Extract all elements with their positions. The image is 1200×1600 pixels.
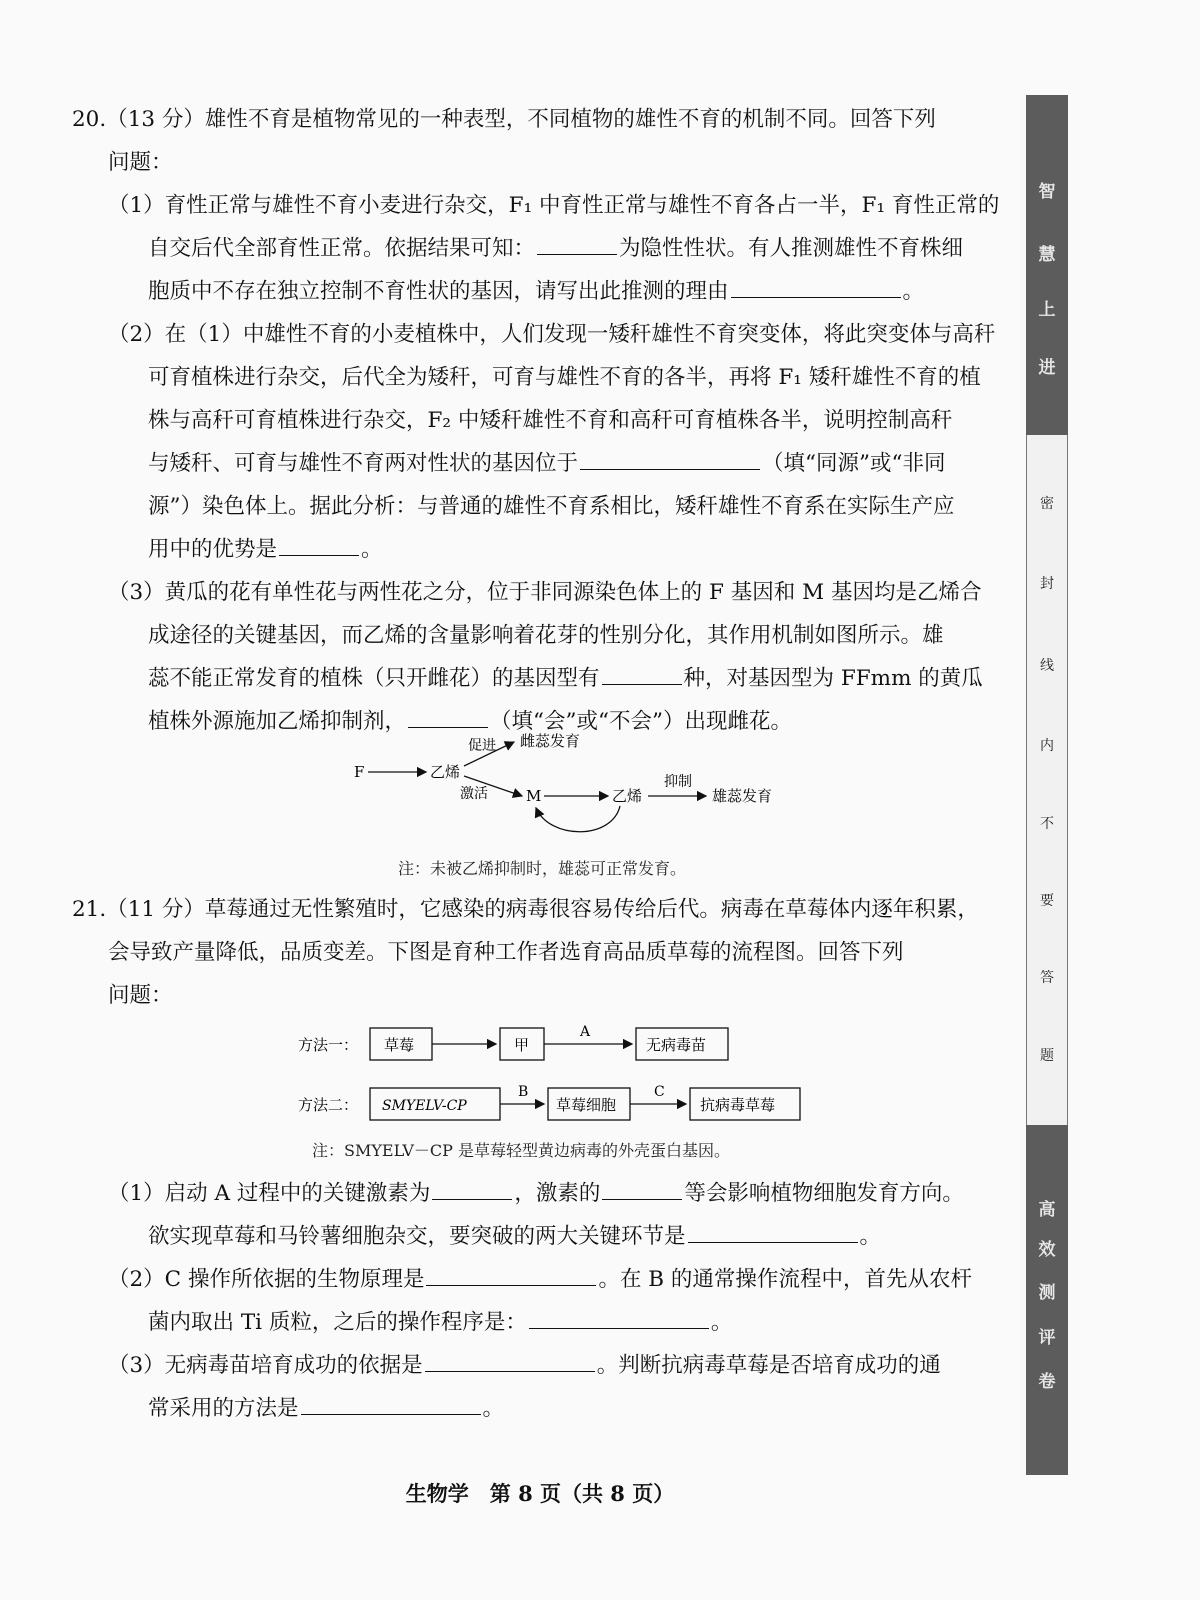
q20-part2-line1: （2）在（1）中雄性不育的小麦植株中，人们发现一矮秆雄性不育突变体，将此突变体与高秆 <box>108 322 996 347</box>
feedback-arc <box>536 806 620 832</box>
answer-blank[interactable] <box>426 1261 596 1286</box>
box-resistant-text: 抗病毒草莓 <box>700 1096 776 1114</box>
male-development-label: 雄蕊发育 <box>712 787 773 805</box>
answer-blank[interactable] <box>425 1347 595 1372</box>
arrow-c-label: C <box>654 1084 665 1100</box>
box-strawberry-cell-text: 草莓细胞 <box>556 1096 617 1114</box>
strip-char: 答 <box>1040 970 1054 986</box>
q20-part3-line4: 植株外源施加乙烯抑制剂， （填“会”或“不会”）出现雌花。 <box>72 700 1017 743</box>
q20-part3-line3: 蕊不能正常发育的植株（只开雌花）的基因型有 种，对基因型为 FFmm 的黄瓜 <box>72 657 1017 700</box>
answer-blank[interactable] <box>301 1390 481 1415</box>
box-jia-text: 甲 <box>514 1036 530 1054</box>
strip-char: 进 <box>1038 358 1056 378</box>
strip-char: 智 <box>1038 182 1056 202</box>
answer-blank[interactable] <box>602 660 682 685</box>
page-footer: 生物学 第 8 页（共 8 页） <box>405 1481 675 1506</box>
strip-char: 高 <box>1038 1200 1056 1220</box>
q21-part2-line2: 菌内取出 Ti 质粒，之后的操作程序是： 。 <box>72 1301 1017 1344</box>
answer-blank[interactable] <box>408 703 488 728</box>
ethylene-label-2: 乙烯 <box>612 787 643 805</box>
question-21 <box>72 888 1017 1017</box>
answer-blank[interactable] <box>529 1304 709 1329</box>
inhibit-label: 抑制 <box>664 774 692 790</box>
strip-char: 评 <box>1038 1328 1056 1348</box>
q20-part1-line2: 自交后代全部育性正常。依据结果可知： 为隐性性状。有人推测雄性不育株细 <box>72 227 1017 270</box>
diagram-note: 注：未被乙烯抑制时，雄蕊可正常发育。 <box>398 859 687 878</box>
box-smyelv-text: SMYELV-CP <box>382 1098 467 1114</box>
q21-part1-line2: 欲实现草莓和马铃薯细胞杂交，要突破的两大关键环节是 。 <box>72 1215 1017 1258</box>
question-20 <box>72 98 1017 743</box>
box-strawberry-text: 草莓 <box>384 1036 415 1054</box>
q20-intro-line1: 20.（13 分）雄性不育是植物常见的一种表型，不同植物的雄性不育的机制不同。回答下列 <box>72 107 936 132</box>
q20-part3-line1: （3）黄瓜的花有单性花与两性花之分，位于非同源染色体上的 F 基因和 M 基因均是乙烯合 <box>108 580 982 605</box>
strip-top-segment <box>1026 95 1068 435</box>
activate-label: 激活 <box>460 786 488 802</box>
strip-char: 测 <box>1038 1283 1056 1303</box>
gene-f-label: F <box>354 763 365 781</box>
answer-blank[interactable] <box>537 230 617 255</box>
strip-char: 题 <box>1040 1048 1054 1064</box>
answer-blank[interactable] <box>731 273 901 298</box>
strip-char: 上 <box>1038 300 1056 320</box>
answer-blank[interactable] <box>279 531 359 556</box>
box-virus-free-text: 无病毒苗 <box>646 1036 707 1054</box>
q20-part2-line2: 可育植株进行杂交，后代全为矮秆，可育与雄性不育的各半，再将 F₁ 矮秆雄性不育的植 <box>148 365 981 390</box>
strip-char: 线 <box>1040 658 1054 674</box>
q20-part2-line4: 与矮秆、可育与雄性不育两对性状的基因位于 （填“同源”或“非同 <box>72 442 1017 485</box>
q21-part1-line1: （1）启动 A 过程中的关键激素为 ，激素的 等会影响植物细胞发育方向。 <box>72 1172 1017 1215</box>
strip-char: 要 <box>1040 893 1054 909</box>
strip-char: 慧 <box>1038 245 1056 265</box>
female-development-label: 雌蕊发育 <box>520 732 581 750</box>
strip-char: 不 <box>1040 816 1054 832</box>
breeding-flowchart <box>296 1018 816 1130</box>
q20-part2-line6: 用中的优势是 。 <box>72 528 1017 571</box>
q20-part3-line2: 成途径的关键基因，而乙烯的含量影响着花芽的性别分化，其作用机制如图所示。雄 <box>148 623 944 648</box>
answer-blank[interactable] <box>602 1175 682 1200</box>
q20-part2-line3: 株与高秆可育植株进行杂交，F₂ 中矮秆雄性不育和高秆可育植株各半，说明控制高秆 <box>148 408 953 433</box>
ethylene-label-1: 乙烯 <box>430 763 461 781</box>
q21-part3-line2: 常采用的方法是 。 <box>72 1387 1017 1430</box>
strip-char: 密 <box>1040 496 1054 512</box>
answer-blank[interactable] <box>688 1218 858 1243</box>
ethylene-mechanism-diagram <box>350 728 800 840</box>
q21-intro-line2: 会导致产量降低，品质变差。下图是育种工作者选育高品质草莓的流程图。回答下列 <box>108 940 904 965</box>
strip-char: 卷 <box>1038 1372 1056 1392</box>
q20-part1-line3: 胞质中不存在独立控制不育性状的基因，请写出此推测的理由 。 <box>72 270 1017 313</box>
gene-m-label: M <box>526 787 542 805</box>
strip-char: 效 <box>1038 1240 1056 1260</box>
q20-intro-line2: 问题： <box>108 150 173 175</box>
q21-intro-line3: 问题： <box>108 983 173 1008</box>
q21-part2-line1: （2）C 操作所依据的生物原理是 。在 B 的通常操作流程中，首先从农杆 <box>72 1258 1017 1301</box>
strip-char: 封 <box>1040 576 1054 592</box>
q20-part1-line1: （1）育性正常与雄性不育小麦进行杂交，F₁ 中育性正常与雄性不育各占一半，F₁ 育性正常的 <box>108 193 1000 218</box>
arrow-a-label: A <box>580 1024 591 1040</box>
q20-part2-line5: 源”）染色体上。据此分析：与普通的雄性不育系相比，矮秆雄性不育系在实际生产应 <box>148 494 955 519</box>
strip-char: 内 <box>1040 738 1054 754</box>
promote-label: 促进 <box>468 738 496 754</box>
side-seal-strip <box>1026 95 1068 1475</box>
q21-intro-line1: 21.（11 分）草莓通过无性繁殖时，它感染的病毒很容易传给后代。病毒在草莓体内逐年积累， <box>72 897 979 922</box>
answer-blank[interactable] <box>580 445 760 470</box>
method2-label: 方法二： <box>298 1096 359 1114</box>
flowchart-note: 注：SMYELV－CP 是草莓轻型黄边病毒的外壳蛋白基因。 <box>312 1141 730 1160</box>
answer-blank[interactable] <box>432 1175 512 1200</box>
question-21-parts <box>72 1172 1017 1430</box>
strip-middle-segment <box>1026 435 1068 1125</box>
method1-label: 方法一： <box>298 1036 359 1054</box>
q21-part3-line1: （3）无病毒苗培育成功的依据是 。判断抗病毒草莓是否培育成功的通 <box>72 1344 1017 1387</box>
arrow-b-label: B <box>518 1084 529 1100</box>
